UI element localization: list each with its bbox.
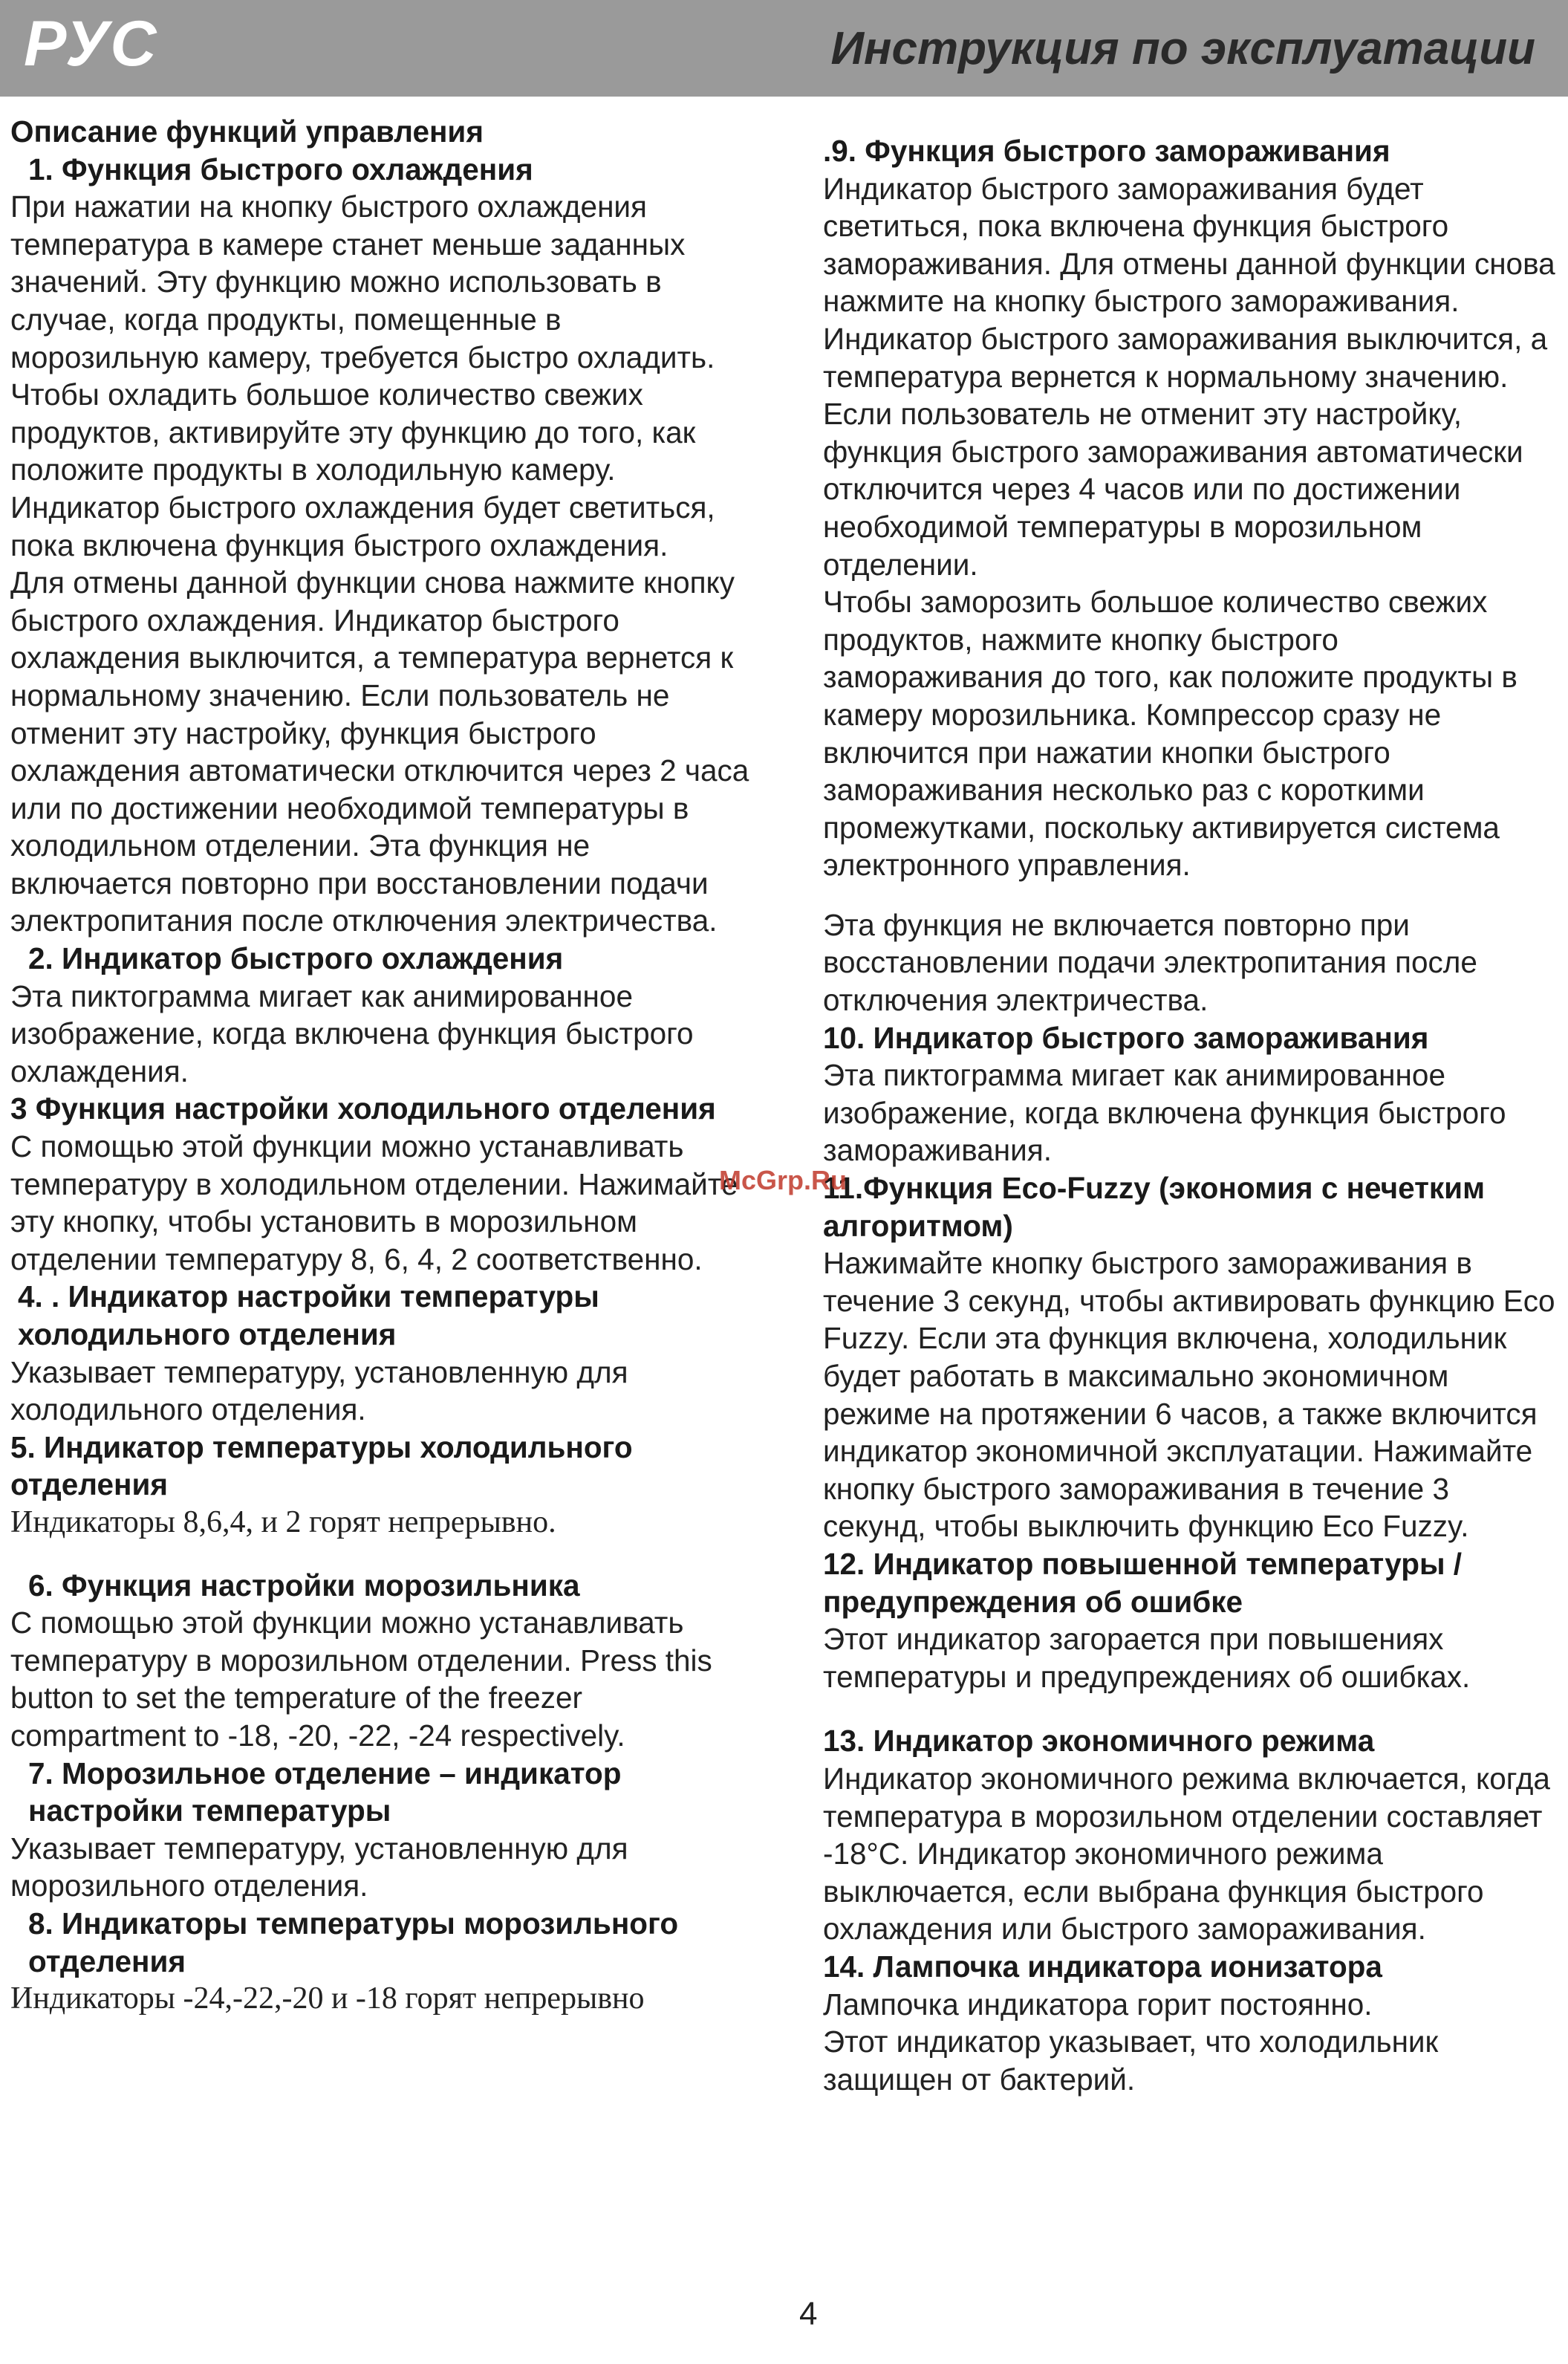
heading-fridge-temperature-indicator: 5. Индикатор температуры холодильного отделения (10, 1429, 633, 1502)
paragraph: Индикатор быстрого замораживания будет светиться, пока включена функция быстрого замораживания. Для отмены данной функции снова нажмите на кнопку быстрого замораживания. Индикатор быстрого замораживания выключится, а температура вернется к нормальному значению. Если пользователь не отменит эту настройку, функция быстрого замораживания автоматически отключится через 4 часов или по достижении необходимой температуры в морозильном отделении. (823, 171, 1555, 582)
paragraph: Индикаторы -24,-22,-20 и -18 горят непрерывно (10, 1981, 645, 2016)
heading-freezer-temperature-indicators: 8. Индикаторы температуры морозильного отделения (28, 1906, 679, 1978)
page-header (0, 0, 1568, 97)
heading-fridge-setting-indicator: 4. . Индикатор настройки температуры холодильного отделения (18, 1279, 599, 1351)
paragraph: Чтобы заморозить большое количество свежих продуктов, нажмите кнопку быстрого замораживания до того, как положите продукты в камеру морозильника. Компрессор сразу не включится при нажатии кнопки быстрого замораживания несколько раз с короткими промежутками, поскольку активируется система электронного управления. (823, 585, 1517, 883)
heading-fridge-setting-function: 3 Функция настройки холодильного отделения (10, 1091, 716, 1126)
paragraph: Индикаторы 8,6,4, и 2 горят непрерывно. (10, 1504, 556, 1539)
paragraph: Индикатор экономичного режима включается, когда температура в морозильном отделении составляет -18°C. Индикатор экономичного режима выключается, если выбрана функция быстрого охлаждения или быстрого замораживания. (823, 1761, 1550, 1946)
paragraph: Указывает температуру, установленную для морозильного отделения. (10, 1831, 628, 1903)
heading-eco-mode-indicator: 13. Индикатор экономичного режима (823, 1724, 1375, 1759)
right-column (823, 132, 1560, 2098)
paragraph: Указывает температуру, установленную для холодильного отделения. (10, 1354, 628, 1427)
page-number: 4 (799, 2296, 818, 2332)
heading-freezer-setting-function: 6. Функция настройки морозильника (28, 1568, 580, 1602)
paragraph: Этот индикатор указывает, что холодильник защищен от бактерий. (823, 2024, 1439, 2097)
paragraph: Лампочка индикатора горит постоянно. (823, 1987, 1373, 2022)
heading-quick-freeze-indicator: 10. Индикатор быстрого замораживания (823, 1020, 1429, 1055)
paragraph: При нажатии на кнопку быстрого охлаждения температура в камере станет меньше заданных значений. Эту функцию можно использовать в случае, когда продукты, помещенные в морозильную камеру, требуется быстро охладить. (10, 189, 715, 374)
spacer (823, 1695, 1560, 1722)
paragraph: С помощью этой функции можно устанавливать температуру в морозильном отделении. Press this button to set the temperature of the freezer compartment to -18, -20, -22, -24 respectively. (10, 1605, 712, 1753)
paragraph: Эта пиктограмма мигает как анимированное изображение, когда включена функция быстрого замораживания. (823, 1058, 1506, 1168)
paragraph: Чтобы охладить большое количество свежих продуктов, активируйте эту функцию до того, как положите продукты в холодильную камеру. Индикатор быстрого охлаждения будет светиться, пока включена функция быстрого охлаждения. (10, 377, 715, 562)
watermark: McGrp.Ru (719, 1165, 848, 1195)
left-column (10, 113, 753, 2018)
spacer (10, 1542, 753, 1567)
paragraph: Этот индикатор загорается при повышениях температуры и предупреждениях об ошибках. (823, 1622, 1471, 1694)
paragraph: Эта пиктограмма мигает как анимированное изображение, когда включена функция быстрого охлаждения. (10, 978, 694, 1088)
paragraph: Нажимайте кнопку быстрого замораживания в течение 3 секунд, чтобы активировать функцию Eco Fuzzy. Если эта функция включена, холодильник будет работать в максимально экономичном режиме на протяжении 6 часов, а также включится индикатор экономичной эксплуатации. Нажимайте кнопку быстрого замораживания в течение 3 секунд, чтобы выключить функцию Eco Fuzzy. (823, 1246, 1555, 1544)
paragraph: С помощью этой функции можно устанавливать температуру в холодильном отделении. Нажимайте эту кнопку, чтобы установить в морозильном отделении температуру 8, 6, 4, 2 соответственно. (10, 1129, 738, 1276)
heading-eco-fuzzy-function: 11.Функция Eco-Fuzzy (экономия с нечетким алгоритмом) (823, 1171, 1486, 1243)
manual-title: Инструкция по эксплуатации (830, 23, 1535, 74)
heading-quick-cool-indicator: 2. Индикатор быстрого охлаждения (28, 941, 564, 976)
heading-ionizer-indicator-lamp: 14. Лампочка индикатора ионизатора (823, 1949, 1382, 1984)
heading-freezer-setting-indicator: 7. Морозильное отделение – индикатор настройки температуры (28, 1756, 622, 1828)
section-title: Описание функций управления (10, 114, 484, 149)
paragraph: Эта функция не включается повторно при восстановлении подачи электропитания после отключения электричества. (823, 907, 1477, 1018)
spacer (823, 884, 1560, 906)
paragraph: Для отмены данной функции снова нажмите кнопку быстрого охлаждения. Индикатор быстрого охлаждения выключится, а температура вернется к нормальному значению. Если пользователь не отменит эту настройку, функция быстрого охлаждения автоматически отключится через 2 часа или по достижении необходимой температуры в холодильном отделении. Эта функция не включается повторно при восстановлении подачи электропитания после отключения электричества. (10, 565, 749, 938)
heading-high-temperature-indicator: 12. Индикатор повышенной температуры / предупреждения об ошибке (823, 1546, 1463, 1619)
language-label: РУС (24, 8, 158, 79)
heading-quick-cool-function: 1. Функция быстрого охлаждения (28, 152, 533, 186)
heading-quick-freeze-function: .9. Функция быстрого замораживания (823, 134, 1390, 168)
